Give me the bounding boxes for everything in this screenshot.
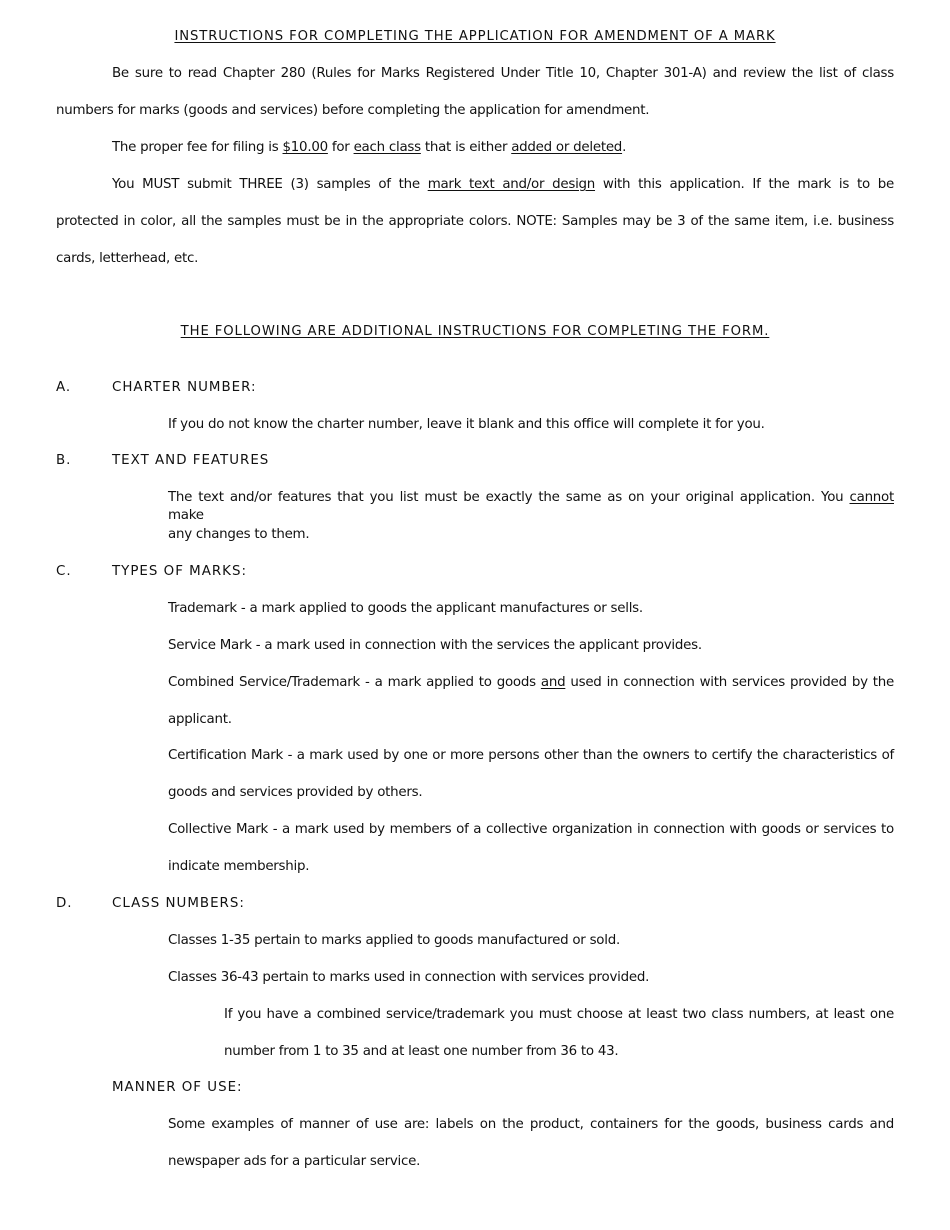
section-b-text-line-2: any changes to them. — [168, 527, 310, 542]
section-b-title: TEXT AND FEATURES — [112, 453, 270, 468]
section-b-text-line-1: The text and/or features that you list must be exactly the same as on your original application. You cannot make — [168, 490, 894, 523]
goods-class-range: Classes 1-35 pertain to marks applied to goods manufactured or sold. — [168, 933, 620, 948]
section-d-letter: D. — [56, 896, 73, 911]
section-a-title: CHARTER NUMBER: — [112, 380, 257, 395]
document-title: INSTRUCTIONS FOR COMPLETING THE APPLICATION FOR AMENDMENT OF A MARK — [174, 29, 776, 44]
intro-paragraph-1-line-1: Be sure to read Chapter 280 (Rules for Marks Registered Under Title 10, Chapter 301-A) and review the list of class — [112, 66, 894, 81]
mark-text-emphasis: mark text and/or design — [427, 177, 596, 192]
collective-mark-definition-line-2: indicate membership. — [168, 859, 310, 874]
service-mark-definition: Service Mark - a mark used in connection with the services the applicant provides. — [168, 638, 702, 653]
combined-mark-definition-line-2: applicant. — [168, 712, 232, 727]
combined-class-rule-line-1: If you have a combined service/trademark you must choose at least two class numbers, at least one — [224, 1007, 894, 1022]
combined-mark-definition-line-1: Combined Service/Trademark - a mark applied to goods and used in connection with services provided by the — [168, 675, 894, 690]
certification-mark-definition-line-1: Certification Mark - a mark used by one or more persons other than the owners to certify the characteristics of — [168, 748, 894, 763]
section-a-letter: A. — [56, 380, 72, 395]
intro-fee-paragraph: The proper fee for filing is $10.00 for each class that is either added or deleted. — [112, 140, 627, 155]
each-class-emphasis: each class — [353, 140, 421, 155]
fee-amount: $10.00 — [282, 140, 328, 155]
additional-instructions-heading: THE FOLLOWING ARE ADDITIONAL INSTRUCTIONS FOR COMPLETING THE FORM. — [180, 324, 770, 339]
section-a-text: If you do not know the charter number, leave it blank and this office will complete it for you. — [168, 417, 765, 432]
collective-mark-definition-line-1: Collective Mark - a mark used by members of a collective organization in connection with goods or services to — [168, 822, 894, 837]
section-b-letter: B. — [56, 453, 72, 468]
trademark-definition: Trademark - a mark applied to goods the applicant manufactures or sells. — [168, 601, 643, 616]
added-deleted-emphasis: added or deleted — [511, 140, 623, 155]
certification-mark-definition-line-2: goods and services provided by others. — [168, 785, 423, 800]
manner-of-use-title: MANNER OF USE: — [112, 1080, 243, 1095]
section-c-letter: C. — [56, 564, 72, 579]
and-emphasis: and — [540, 675, 566, 690]
services-class-range: Classes 36-43 pertain to marks used in connection with services provided. — [168, 970, 650, 985]
intro-paragraph-1-line-2: numbers for marks (goods and services) before completing the application for amendment. — [56, 103, 650, 118]
section-d-title: CLASS NUMBERS: — [112, 896, 245, 911]
manner-of-use-line-1: Some examples of manner of use are: labels on the product, containers for the goods, business cards and — [168, 1117, 894, 1132]
combined-class-rule-line-2: number from 1 to 35 and at least one number from 36 to 43. — [224, 1044, 619, 1059]
intro-samples-line-1: You MUST submit THREE (3) samples of the mark text and/or design with this application. If the mark is to be — [112, 177, 894, 192]
cannot-emphasis: cannot — [849, 490, 894, 505]
manner-of-use-line-2: newspaper ads for a particular service. — [168, 1154, 421, 1169]
intro-samples-line-2: protected in color, all the samples must be in the appropriate colors. NOTE: Samples may be 3 of the same item, i.e. business — [56, 214, 894, 229]
section-c-title: TYPES OF MARKS: — [112, 564, 247, 579]
intro-samples-line-3: cards, letterhead, etc. — [56, 251, 199, 266]
